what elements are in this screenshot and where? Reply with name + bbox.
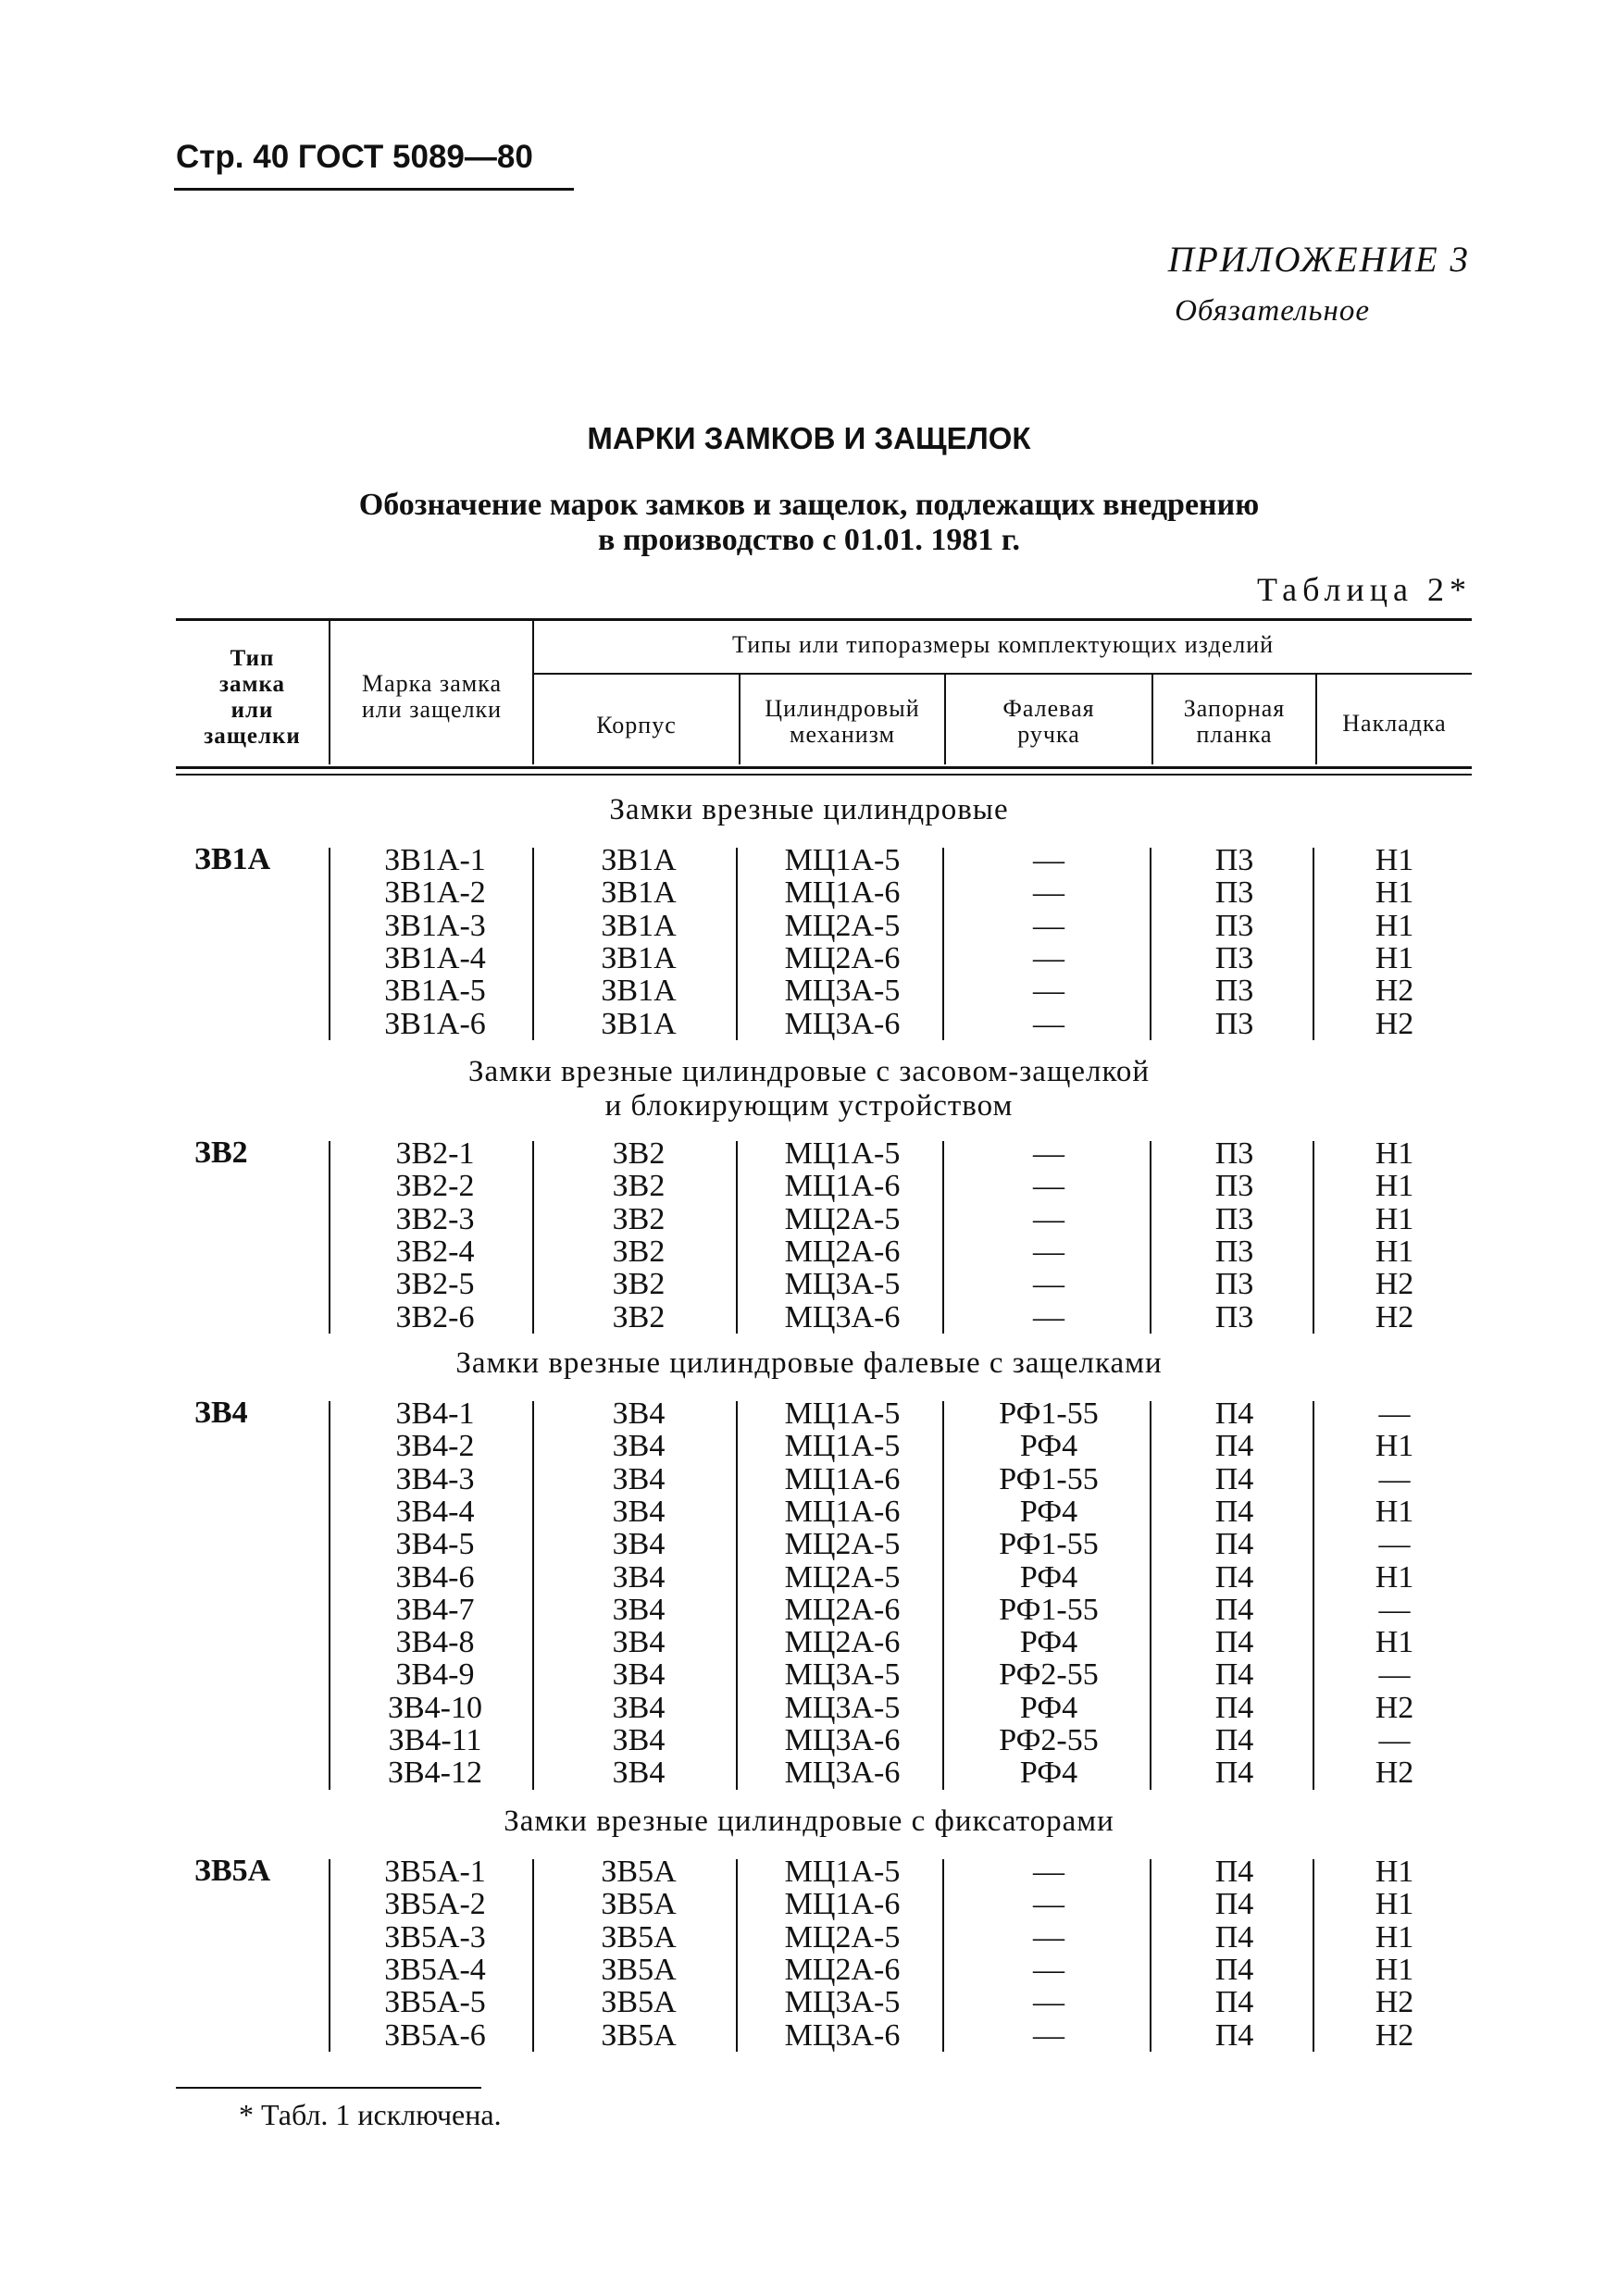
cell-body: ЗВ5А: [601, 1952, 677, 1987]
subtitle-line: в производство с 01.01. 1981 г.: [597, 523, 1021, 557]
table-row: [0, 1235, 1618, 1268]
table-row: [0, 1724, 1618, 1756]
cell-strike: П3: [1214, 1267, 1254, 1302]
group-header: Типы или типоразмеры комплектующих изделий: [731, 631, 1275, 658]
cell-cylinder: МЦ3А-6: [784, 2017, 901, 2053]
cell-handle: —: [1033, 1919, 1064, 1955]
cell-overlay: Н1: [1375, 1169, 1414, 1204]
cell-strike: П4: [1214, 1985, 1254, 2020]
cell-body: ЗВ2: [612, 1201, 666, 1236]
cell-body: ЗВ1А: [601, 1006, 677, 1041]
cell-cylinder: МЦ3А-6: [784, 1756, 901, 1791]
column-divider: [532, 1859, 534, 2052]
cell-body: ЗВ5А: [601, 1887, 677, 1922]
cell-body: ЗВ1А: [601, 974, 677, 1009]
cell-overlay: Н1: [1375, 1855, 1414, 1889]
cell-overlay: Н1: [1375, 1559, 1414, 1595]
cell-mark: ЗВ4-6: [395, 1559, 475, 1595]
cell-mark: ЗВ2-2: [395, 1169, 475, 1204]
document-title: МАРКИ ЗАМКОВ И ЗАЩЕЛОК: [587, 421, 1031, 455]
cell-mark: ЗВ5А-3: [384, 1919, 486, 1955]
cell-strike: П4: [1214, 1723, 1254, 1757]
cell-overlay: Н2: [1375, 1267, 1414, 1302]
cell-mark: ЗВ2-5: [395, 1267, 475, 1302]
section-title: Замки врезные цилиндровые с засовом-защелкой: [467, 1055, 1150, 1088]
cell-strike: П4: [1214, 1396, 1254, 1431]
cell-handle: РФ1-55: [999, 1461, 1099, 1496]
cell-strike: П4: [1214, 2017, 1254, 2053]
cell-cylinder: МЦ2А-5: [784, 1919, 901, 1955]
cell-body: ЗВ4: [612, 1756, 666, 1791]
cell-overlay: Н2: [1375, 1006, 1414, 1041]
cell-mark: ЗВ4-3: [395, 1461, 475, 1496]
cell-strike: П3: [1214, 1006, 1254, 1041]
column-divider: [329, 1141, 330, 1334]
cell-handle: —: [1033, 1952, 1064, 1987]
table-row: [0, 1756, 1618, 1789]
table-label: Таблица 2*: [1257, 571, 1472, 608]
table-row: [0, 1855, 1618, 1888]
cell-overlay: Н1: [1375, 1429, 1414, 1464]
column-divider: [736, 1401, 738, 1790]
column-divider: [1150, 1859, 1151, 2052]
table-row: [0, 1658, 1618, 1691]
cell-handle: РФ4: [1019, 1690, 1078, 1725]
cell-mark: ЗВ5А-1: [384, 1855, 486, 1889]
cell-strike: П3: [1214, 974, 1254, 1009]
cell-body: ЗВ5А: [601, 1855, 677, 1889]
cell-mark: ЗВ1А-1: [384, 843, 486, 877]
cell-handle: —: [1033, 2017, 1064, 2053]
table-row: [0, 1268, 1618, 1300]
table-row: [0, 1888, 1618, 1920]
table-row: [0, 942, 1618, 974]
header-rule: [174, 188, 574, 191]
cell-overlay: Н1: [1375, 1887, 1414, 1922]
cell-body: ЗВ2: [612, 1136, 666, 1171]
cell-strike: П4: [1214, 1690, 1254, 1725]
cell-mark: ЗВ5А-4: [384, 1952, 486, 1987]
page-header: Стр. 40 ГОСТ 5089—80: [176, 139, 533, 175]
cell-strike: П4: [1214, 1625, 1254, 1660]
cell-strike: П3: [1214, 1234, 1254, 1269]
cell-handle: —: [1033, 1136, 1064, 1171]
cell-cylinder: МЦ3А-5: [784, 974, 901, 1009]
cell-cylinder: МЦ1А-5: [784, 1855, 901, 1889]
cell-mark: ЗВ1А-6: [384, 1006, 486, 1041]
cell-strike: П3: [1214, 908, 1254, 943]
cell-mark: ЗВ4-7: [395, 1592, 475, 1627]
column-divider: [1150, 848, 1151, 1040]
column-divider: [942, 1859, 944, 2052]
cell-strike: П4: [1214, 1756, 1254, 1791]
cell-body: ЗВ4: [612, 1494, 666, 1529]
cell-overlay: Н1: [1375, 1136, 1414, 1171]
cell-cylinder: МЦ3А-5: [784, 1267, 901, 1302]
cell-mark: ЗВ2-4: [395, 1234, 475, 1269]
cell-handle: —: [1033, 1855, 1064, 1889]
table-row: [0, 1496, 1618, 1528]
subtitle-line: Обозначение марок замков и защелок, подлежащих внедрению: [358, 488, 1260, 522]
cell-body: ЗВ4: [612, 1723, 666, 1757]
cell-cylinder: МЦ2А-6: [784, 1592, 901, 1627]
table-row: [0, 1921, 1618, 1954]
cell-overlay: —: [1378, 1396, 1411, 1431]
table-row: [0, 1594, 1618, 1626]
cell-body: ЗВ4: [612, 1429, 666, 1464]
cell-overlay: —: [1378, 1657, 1411, 1693]
col-header-strike: Запорная планка: [1183, 695, 1286, 748]
cell-cylinder: МЦ1А-5: [784, 1136, 901, 1171]
cell-mark: ЗВ1А-3: [384, 908, 486, 943]
column-divider: [329, 848, 330, 1040]
section-title: и блокирующим устройством: [604, 1089, 1014, 1123]
cell-strike: П4: [1214, 1559, 1254, 1595]
cell-overlay: Н1: [1375, 1625, 1414, 1660]
table-row: [0, 1301, 1618, 1334]
column-divider: [736, 848, 738, 1040]
cell-mark: ЗВ2-6: [395, 1299, 475, 1334]
cell-body: ЗВ2: [612, 1299, 666, 1334]
column-divider: [1313, 1141, 1314, 1334]
cell-body: ЗВ1А: [601, 908, 677, 943]
cell-cylinder: МЦ3А-5: [784, 1657, 901, 1693]
col-header-handle: Фалевая ручка: [1002, 695, 1095, 748]
column-divider: [1150, 1141, 1151, 1334]
cell-strike: П3: [1214, 1201, 1254, 1236]
cell-handle: —: [1033, 908, 1064, 943]
cell-cylinder: МЦ1А-5: [784, 843, 901, 877]
cell-cylinder: МЦ2А-5: [784, 1527, 901, 1562]
mark-header: Марка замка или защелки: [361, 670, 503, 723]
cell-strike: П3: [1214, 1169, 1254, 1204]
cell-overlay: Н2: [1375, 1985, 1414, 2020]
cell-handle: —: [1033, 1201, 1064, 1236]
table-row: [0, 1561, 1618, 1594]
table-row: [0, 1430, 1618, 1462]
cell-overlay: Н1: [1375, 843, 1414, 877]
cell-cylinder: МЦ1А-6: [784, 1494, 901, 1529]
cell-strike: П4: [1214, 1527, 1254, 1562]
cell-handle: РФ1-55: [999, 1396, 1099, 1431]
cell-mark: ЗВ2-3: [395, 1201, 475, 1236]
cell-mark: ЗВ4-1: [395, 1396, 475, 1431]
cell-handle: РФ4: [1019, 1559, 1078, 1595]
cell-mark: ЗВ4-10: [387, 1690, 483, 1725]
cell-body: ЗВ1А: [601, 940, 677, 975]
cell-cylinder: МЦ2А-6: [784, 1952, 901, 1987]
table-row: [0, 1463, 1618, 1496]
table-row: [0, 974, 1618, 1007]
table-row: [0, 1397, 1618, 1430]
cell-strike: П4: [1214, 1657, 1254, 1693]
table-row: [0, 2019, 1618, 2052]
cell-strike: П3: [1214, 843, 1254, 877]
cell-handle: РФ2-55: [999, 1723, 1099, 1757]
cell-mark: ЗВ4-2: [395, 1429, 475, 1464]
cell-cylinder: МЦ3А-6: [784, 1299, 901, 1334]
cell-overlay: Н1: [1375, 940, 1414, 975]
section-title: Замки врезные цилиндровые с фиксаторами: [504, 1805, 1114, 1838]
cell-body: ЗВ4: [612, 1527, 666, 1562]
cell-handle: РФ4: [1019, 1625, 1078, 1660]
table-row: [0, 844, 1618, 876]
cell-overlay: Н1: [1375, 1234, 1414, 1269]
cell-body: ЗВ4: [612, 1559, 666, 1595]
column-divider: [1313, 848, 1314, 1040]
cell-handle: —: [1033, 843, 1064, 877]
cell-overlay: —: [1378, 1527, 1411, 1562]
cell-strike: П3: [1214, 940, 1254, 975]
cell-handle: —: [1033, 1234, 1064, 1269]
cell-overlay: Н1: [1375, 1201, 1414, 1236]
cell-handle: —: [1033, 1985, 1064, 2020]
cell-handle: РФ4: [1019, 1756, 1078, 1791]
column-divider: [532, 1141, 534, 1334]
table-head-rule: [176, 766, 1472, 769]
cell-strike: П3: [1214, 1299, 1254, 1334]
cell-body: ЗВ1А: [601, 875, 677, 911]
cell-overlay: Н2: [1375, 1690, 1414, 1725]
type-header: Тип замка или защелки: [204, 646, 301, 749]
table-row: [0, 1986, 1618, 2018]
cell-body: ЗВ4: [612, 1690, 666, 1725]
column-divider: [942, 848, 944, 1040]
cell-strike: П4: [1214, 1461, 1254, 1496]
cell-cylinder: МЦ3А-6: [784, 1723, 901, 1757]
cell-mark: ЗВ1А-2: [384, 875, 486, 911]
cell-handle: —: [1033, 1006, 1064, 1041]
cell-cylinder: МЦ1А-6: [784, 1461, 901, 1496]
cell-overlay: —: [1378, 1723, 1411, 1757]
cell-cylinder: МЦ3А-5: [784, 1985, 901, 2020]
appendix-title: ПРИЛОЖЕНИЕ 3: [1167, 240, 1470, 279]
section-title: Замки врезные цилиндровые фалевые с защелками: [455, 1347, 1163, 1380]
table-row: [0, 1626, 1618, 1658]
cell-cylinder: МЦ2А-6: [784, 940, 901, 975]
table-row: [0, 1008, 1618, 1040]
cell-cylinder: МЦ2А-6: [784, 1625, 901, 1660]
table-row: [0, 1528, 1618, 1560]
cell-handle: —: [1033, 1299, 1064, 1334]
cell-handle: РФ1-55: [999, 1592, 1099, 1627]
cell-cylinder: МЦ2А-5: [784, 1559, 901, 1595]
cell-mark: ЗВ5А-5: [384, 1985, 486, 2020]
cell-cylinder: МЦ1А-5: [784, 1396, 901, 1431]
cell-cylinder: МЦ1А-6: [784, 1169, 901, 1204]
cell-handle: РФ2-55: [999, 1657, 1099, 1693]
cell-strike: П4: [1214, 1919, 1254, 1955]
lock-type: ЗВ2: [194, 1136, 248, 1170]
cell-mark: ЗВ2-1: [395, 1136, 475, 1171]
cell-body: ЗВ4: [612, 1592, 666, 1627]
cell-cylinder: МЦ3А-6: [784, 1006, 901, 1041]
table-row: [0, 1954, 1618, 1986]
cell-mark: ЗВ4-4: [395, 1494, 475, 1529]
section-title: Замки врезные цилиндровые: [609, 793, 1009, 826]
col-header-body: Корпус: [596, 712, 677, 738]
cell-mark: ЗВ4-8: [395, 1625, 475, 1660]
cell-body: ЗВ4: [612, 1625, 666, 1660]
table-head-rule-2: [176, 774, 1472, 776]
table-row: [0, 1137, 1618, 1170]
cell-cylinder: МЦ1А-6: [784, 875, 901, 911]
appendix-subtitle: Обязательное: [1175, 294, 1370, 328]
table-row: [0, 1692, 1618, 1724]
cell-body: ЗВ4: [612, 1396, 666, 1431]
cell-body: ЗВ4: [612, 1657, 666, 1693]
cell-overlay: Н2: [1375, 2017, 1414, 2053]
cell-body: ЗВ1А: [601, 843, 677, 877]
head-divider: [329, 621, 330, 764]
cell-handle: —: [1033, 875, 1064, 911]
cell-mark: ЗВ4-11: [388, 1723, 482, 1757]
lock-type: ЗВ1А: [194, 842, 271, 876]
cell-mark: ЗВ5А-6: [384, 2017, 486, 2053]
cell-strike: П4: [1214, 1855, 1254, 1889]
cell-overlay: Н1: [1375, 875, 1414, 911]
cell-mark: ЗВ1А-5: [384, 974, 486, 1009]
cell-overlay: Н1: [1375, 1494, 1414, 1529]
table-row: [0, 910, 1618, 942]
cell-body: ЗВ4: [612, 1461, 666, 1496]
col-header-cylinder: Цилиндровый механизм: [765, 695, 920, 748]
group-rule: [534, 673, 1472, 675]
cell-body: ЗВ2: [612, 1234, 666, 1269]
cell-handle: РФ4: [1019, 1429, 1078, 1464]
column-divider: [329, 1401, 330, 1790]
cell-body: ЗВ2: [612, 1267, 666, 1302]
column-divider: [942, 1401, 944, 1790]
column-divider: [1313, 1859, 1314, 2052]
cell-strike: П4: [1214, 1952, 1254, 1987]
cell-body: ЗВ5А: [601, 2017, 677, 2053]
cell-body: ЗВ2: [612, 1169, 666, 1204]
cell-body: ЗВ5А: [601, 1985, 677, 2020]
cell-handle: —: [1033, 1169, 1064, 1204]
column-divider: [329, 1859, 330, 2052]
cell-handle: —: [1033, 974, 1064, 1009]
cell-overlay: Н2: [1375, 1756, 1414, 1791]
cell-strike: П3: [1214, 1136, 1254, 1171]
table-row: [0, 1203, 1618, 1235]
cell-handle: —: [1033, 1887, 1064, 1922]
cell-overlay: Н2: [1375, 974, 1414, 1009]
table-row: [0, 876, 1618, 909]
cell-handle: РФ4: [1019, 1494, 1078, 1529]
column-divider: [1150, 1401, 1151, 1790]
cell-cylinder: МЦ1А-6: [784, 1887, 901, 1922]
lock-type: ЗВ4: [194, 1396, 248, 1430]
footnote: * Табл. 1 исключена.: [239, 2098, 502, 2131]
column-divider: [532, 848, 534, 1040]
cell-mark: ЗВ4-9: [395, 1657, 475, 1693]
column-divider: [532, 1401, 534, 1790]
footnote-rule: [176, 2087, 481, 2089]
cell-body: ЗВ5А: [601, 1919, 677, 1955]
column-divider: [736, 1141, 738, 1334]
table-top-rule: [176, 618, 1472, 621]
cell-cylinder: МЦ2А-5: [784, 908, 901, 943]
cell-overlay: —: [1378, 1461, 1411, 1496]
cell-handle: —: [1033, 1267, 1064, 1302]
lock-type: ЗВ5А: [194, 1854, 271, 1888]
column-divider: [736, 1859, 738, 2052]
cell-overlay: Н1: [1375, 908, 1414, 943]
cell-cylinder: МЦ1А-5: [784, 1429, 901, 1464]
cell-mark: ЗВ4-5: [395, 1527, 475, 1562]
cell-handle: —: [1033, 940, 1064, 975]
cell-mark: ЗВ4-12: [387, 1756, 483, 1791]
cell-handle: РФ1-55: [999, 1527, 1099, 1562]
col-header-overlay: Накладка: [1342, 710, 1447, 737]
cell-overlay: Н2: [1375, 1299, 1414, 1334]
cell-strike: П3: [1214, 875, 1254, 911]
cell-strike: П4: [1214, 1429, 1254, 1464]
cell-strike: П4: [1214, 1887, 1254, 1922]
cell-mark: ЗВ5А-2: [384, 1887, 486, 1922]
column-divider: [942, 1141, 944, 1334]
cell-cylinder: МЦ2А-5: [784, 1201, 901, 1236]
cell-strike: П4: [1214, 1494, 1254, 1529]
cell-cylinder: МЦ2А-6: [784, 1234, 901, 1269]
cell-overlay: Н1: [1375, 1919, 1414, 1955]
table-row: [0, 1170, 1618, 1202]
cell-overlay: —: [1378, 1592, 1411, 1627]
cell-mark: ЗВ1А-4: [384, 940, 486, 975]
cell-cylinder: МЦ3А-5: [784, 1690, 901, 1725]
cell-overlay: Н1: [1375, 1952, 1414, 1987]
column-divider: [1313, 1401, 1314, 1790]
cell-strike: П4: [1214, 1592, 1254, 1627]
